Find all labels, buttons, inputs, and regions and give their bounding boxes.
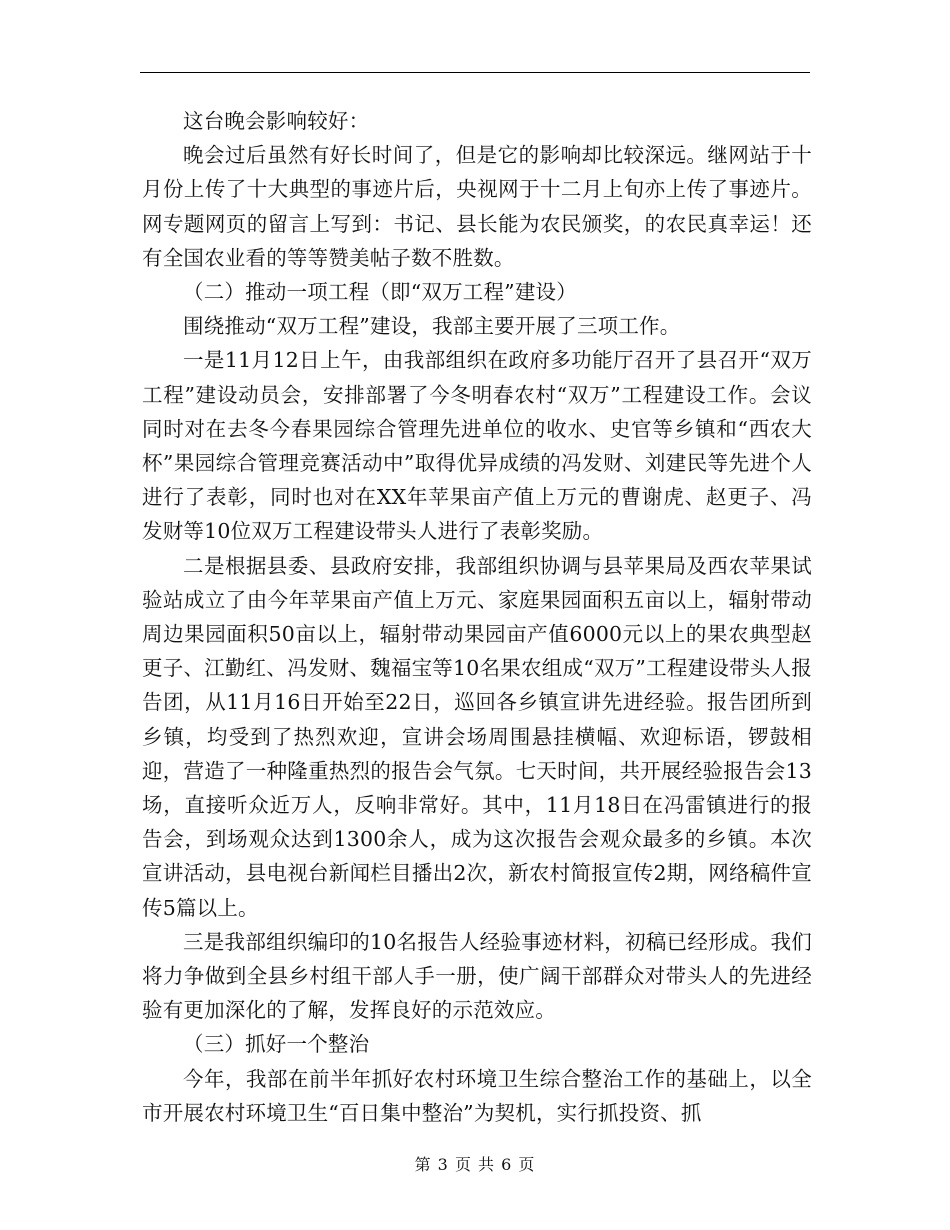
- paragraph-item-1: 一是11月12日上午，由我部组织在政府多功能厅召开了县召开“双万工程”建设动员会，安排部署了今冬明春农村“双万”工程建设工作。会议同时对在去冬今春果园综合管理先进单位的收水、史官等乡镇和“西农大杯”果园综合管理竞赛活动中”取得优异成绩的冯发财、刘建民等先进个人进行了表彰，同时也对在XX年苹果亩产值上万元的曹谢虎、赵更子、冯发财等10位双万工程建设带头人进行了表彰奖励。: [142, 348, 812, 544]
- paragraph-intro: 这台晚会影响较好：: [183, 109, 370, 133]
- section-heading-3: （三）抓好一个整治: [183, 1032, 370, 1057]
- page-number: 第 3 页 共 6 页: [414, 1155, 536, 1174]
- document-body: [142, 104, 812, 1130]
- paragraph-item-3: 三是我部组织编印的10名报告人经验事迹材料，初稿已经形成。我们将力争做到全县乡村组干部人手一册，使广阔干部群众对带头人的先进经验有更加深化的了解，发挥良好的示范效应。: [142, 929, 812, 1023]
- paragraph-summary: 围绕推动“双万工程”建设，我部主要开展了三项工作。: [183, 314, 681, 339]
- paragraph-remediation: 今年，我部在前半年抓好农村环境卫生综合整治工作的基础上，以全市开展农村环境卫生“百日集中整治”为契机，实行抓投资、抓: [142, 1066, 812, 1125]
- section-heading-2: （二）推动一项工程（即“双万工程”建设）: [183, 280, 577, 305]
- paragraph-impact: 晚会过后虽然有好长时间了，但是它的影响却比较深远。继网站于十月份上传了十大典型的事迹片后，央视网于十二月上旬亦上传了事迹片。网专题网页的留言上写到：书记、县长能为农民颁奖，的农民真幸运！还有全国农业看的等等赞美帖子数不胜数。: [142, 143, 812, 270]
- paragraph-item-2: 二是根据县委、县政府安排，我部组织协调与县苹果局及西农苹果试验站成立了由今年苹果亩产值上万元、家庭果园面积五亩以上，辐射带动周边果园面积50亩以上，辐射带动果园亩产值6000元以上的果农典型赵更子、江勤红、冯发财、魏福宝等10名果农组成“双万”工程建设带头人报告团，从11月16日开始至22日，巡回各乡镇宣讲先进经验。报告团所到乡镇，均受到了热烈欢迎，宣讲会场周围悬挂横幅、欢迎标语，锣鼓相迎，营造了一种隆重热烈的报告会气氛。七天时间，共开展经验报告会13场，直接听众近万人，反响非常好。其中，11月18日在冯雷镇进行的报告会，到场观众达到1300余人，成为这次报告会观众最多的乡镇。本次宣讲活动，县电视台新闻栏目播出2次，新农村简报宣传2期，网络稿件宣传5篇以上。: [142, 553, 812, 920]
- header-rule: [140, 72, 810, 73]
